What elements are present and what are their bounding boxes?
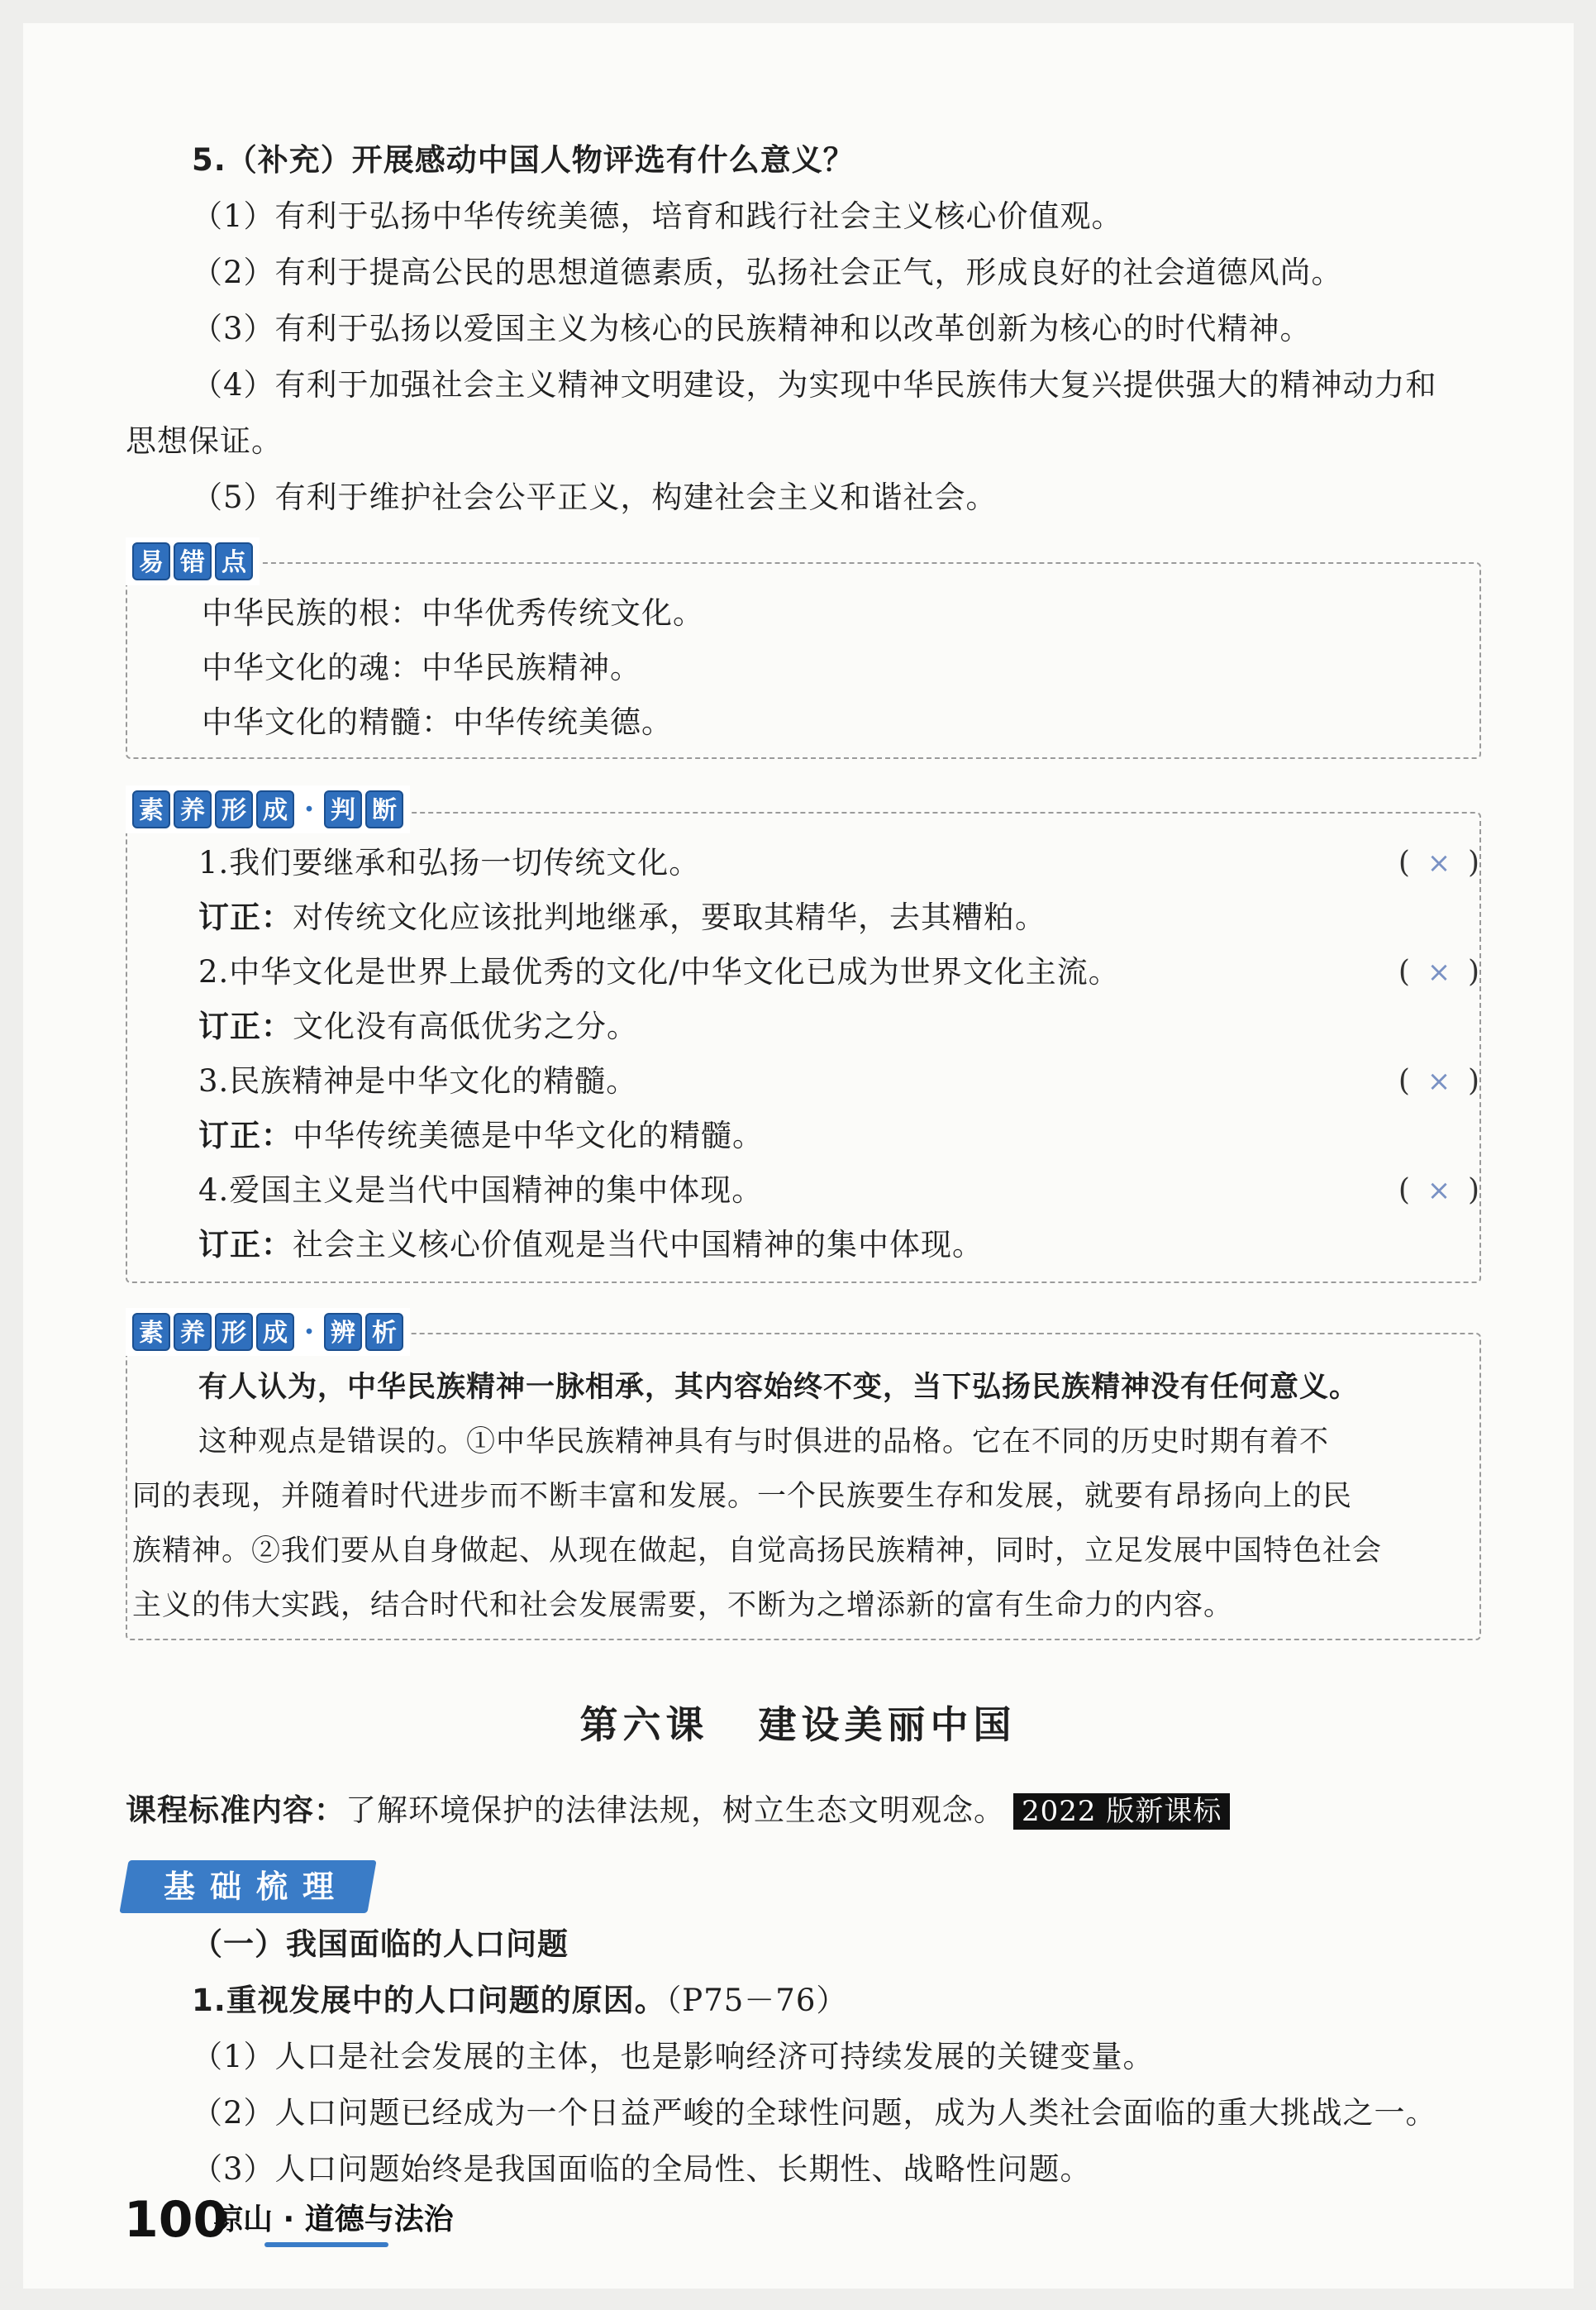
section-banner-label: 基础梳理	[163, 1869, 349, 1905]
fix-label: 订正：	[198, 1118, 293, 1153]
fix-label: 订正：	[198, 1227, 293, 1262]
q5-item-4: （4）有利于加强社会主义精神文明建设，为实现中华民族伟大复兴提供强大的精神动力和	[192, 367, 1437, 403]
judge-question-1	[198, 845, 1479, 885]
analysis-statement: 有人认为，中华民族精神一脉相承，其内容始终不变，当下弘扬民族精神没有任何意义。	[198, 1371, 1360, 1404]
fix-text: 对传统文化应该批判地继承，要取其精华，去其糟粕。	[293, 900, 1046, 935]
tag-char: 素	[132, 790, 170, 828]
error-point-1: 中华民族的根：中华优秀传统文化。	[202, 595, 704, 631]
cross-mark-icon: ×	[1427, 1065, 1451, 1098]
answer-parens: ( × )	[1398, 1064, 1479, 1098]
tag-char: 点	[215, 542, 253, 580]
lesson-question-1	[192, 1983, 847, 2019]
analysis-line-3: 族精神。②我们要从自身做起、从现在做起，自觉高扬民族精神，同时，立足发展中国特色社会	[132, 1534, 1383, 1568]
judge-question-text: 3.民族精神是中华文化的精髓。	[198, 1063, 638, 1099]
analysis-tag	[126, 1308, 410, 1356]
answer-parens: ( × )	[1398, 1173, 1479, 1207]
fix-label: 订正：	[198, 900, 293, 935]
cross-mark-icon: ×	[1427, 847, 1451, 880]
tag-char: 辨	[324, 1313, 362, 1351]
analysis-line-4: 主义的伟大实践，结合时代和社会发展需要，不断为之增添新的富有生命力的内容。	[132, 1589, 1234, 1622]
tag-char: 素	[132, 1313, 170, 1351]
lesson-item-3: （3）人口问题始终是我国面临的全局性、长期性、战略性问题。	[192, 2151, 1092, 2187]
page-reference: （P75－76）	[665, 1983, 848, 2018]
footer-underline	[264, 2242, 388, 2247]
error-point-3: 中华文化的精髓：中华传统美德。	[202, 704, 673, 740]
lesson-item-2: （2）人口问题已经成为一个日益严峻的全球性问题，成为人类社会面临的重大挑战之一。	[192, 2095, 1437, 2131]
question-text: 1.重视发展中的人口问题的原因。	[192, 1983, 666, 2018]
q5-item-5: （5）有利于维护社会公平正义，构建社会主义和谐社会。	[192, 480, 998, 515]
curriculum-standard	[126, 1792, 1230, 1830]
subsection-title: （一）我国面临的人口问题	[192, 1926, 569, 1962]
judge-question-text: 4.爱国主义是当代中国精神的集中体现。	[198, 1172, 764, 1208]
judge-tag	[126, 785, 410, 833]
q5-item-2: （2）有利于提高公民的思想道德素质，弘扬社会正气，形成良好的社会道德风尚。	[192, 255, 1343, 290]
analysis-line-1: 这种观点是错误的。①中华民族精神具有与时俱进的品格。它在不同的历史时期有着不	[198, 1425, 1330, 1458]
tag-char: 成	[256, 1313, 294, 1351]
tag-char: 易	[132, 542, 170, 580]
judge-question-text: 1.我们要继承和弘扬一切传统文化。	[198, 845, 701, 881]
judge-question-text: 2.中华文化是世界上最优秀的文化/中华文化已成为世界文化主流。	[198, 954, 1120, 990]
tag-char: 形	[215, 790, 253, 828]
fix-text: 中华传统美德是中华文化的精髓。	[293, 1118, 764, 1153]
cross-mark-icon: ×	[1427, 1174, 1451, 1207]
tag-char: 错	[174, 542, 212, 580]
error-points-tag	[126, 537, 260, 585]
judge-fix-2	[198, 1009, 638, 1045]
judge-fix-3	[198, 1118, 764, 1154]
cross-mark-icon: ×	[1427, 956, 1451, 989]
standard-text: 了解环境保护的法律法规，树立生态文明观念。	[345, 1792, 1005, 1828]
q5-item-1: （1）有利于弘扬中华传统美德，培育和践行社会主义核心价值观。	[192, 198, 1123, 234]
tag-char: 析	[365, 1313, 403, 1351]
judge-question-3	[198, 1063, 1479, 1103]
tag-separator: ·	[303, 1315, 315, 1349]
answer-parens: ( × )	[1398, 846, 1479, 880]
lesson-name: 建设美丽中国	[758, 1702, 1017, 1747]
answer-parens: ( × )	[1398, 955, 1479, 989]
fix-label: 订正：	[198, 1009, 293, 1044]
fix-text: 社会主义核心价值观是当代中国精神的集中体现。	[293, 1227, 984, 1262]
q5-title: 5.（补充）开展感动中国人物评选有什么意义？	[192, 142, 855, 178]
lesson-title	[0, 1695, 1596, 1749]
tag-char: 养	[174, 790, 212, 828]
tag-char: 成	[256, 790, 294, 828]
lesson-item-1: （1）人口是社会发展的主体，也是影响经济可持续发展的关键变量。	[192, 2039, 1155, 2074]
judge-question-2	[198, 954, 1479, 994]
q5-item-3: （3）有利于弘扬以爱国主义为核心的民族精神和以改革创新为核心的时代精神。	[192, 311, 1312, 346]
judge-fix-1	[198, 900, 1046, 936]
page-number: 100	[124, 2191, 228, 2249]
tag-char: 形	[215, 1313, 253, 1351]
tag-separator: ·	[303, 792, 315, 827]
error-point-2: 中华文化的魂：中华民族精神。	[202, 650, 641, 685]
judge-fix-4	[198, 1227, 984, 1263]
tag-char: 断	[365, 790, 403, 828]
fix-text: 文化没有高低优劣之分。	[293, 1009, 638, 1044]
judge-question-4	[198, 1172, 1479, 1212]
tag-char: 判	[324, 790, 362, 828]
new-standard-badge: 2022 版新课标	[1013, 1793, 1230, 1830]
book-title: 凉山 · 道德与法治	[213, 2203, 454, 2236]
analysis-line-2: 同的表现，并随着时代进步而不断丰富和发展。一个民族要生存和发展，就要有昂扬向上的民	[132, 1480, 1353, 1513]
lesson-number: 第六课	[579, 1702, 709, 1747]
tag-char: 养	[174, 1313, 212, 1351]
standard-label: 课程标准内容：	[126, 1792, 345, 1828]
q5-item-4-cont: 思想保证。	[126, 423, 283, 459]
